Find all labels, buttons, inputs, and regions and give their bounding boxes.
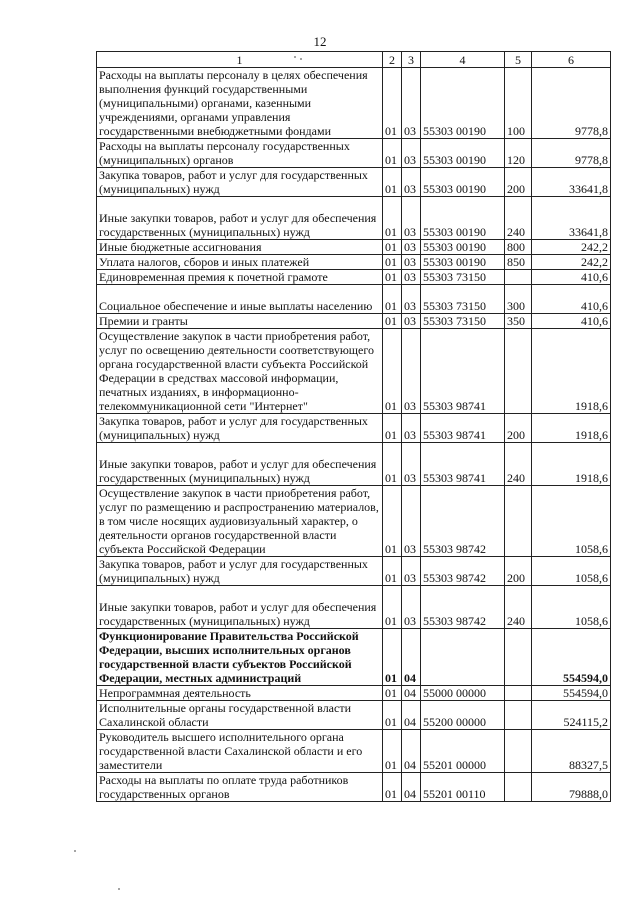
row-target-article: 55303 73150 xyxy=(421,285,505,314)
row-subsection-code: 03 xyxy=(402,329,421,414)
row-expense-type xyxy=(505,773,532,802)
row-amount: 1918,6 xyxy=(532,414,611,443)
column-header: 1 xyxy=(97,52,383,68)
table-header-row xyxy=(97,52,611,68)
row-name: Иные закупки товаров, работ и услуг для обеспечения государственных (муниципальных) нужд xyxy=(97,197,383,240)
row-amount: 242,2 xyxy=(532,240,611,255)
row-section-code: 01 xyxy=(383,629,402,686)
table-row xyxy=(97,240,611,255)
row-target-article: 55303 98741 xyxy=(421,329,505,414)
table-row xyxy=(97,629,611,686)
row-name: Расходы на выплаты персоналу государственных (муниципальных) органов xyxy=(97,139,383,168)
scan-speck xyxy=(294,56,296,58)
row-section-code: 01 xyxy=(383,557,402,586)
row-subsection-code: 03 xyxy=(402,197,421,240)
page-number: 12 xyxy=(313,34,327,49)
table-row xyxy=(97,443,611,486)
row-target-article: 55303 00190 xyxy=(421,240,505,255)
table-row xyxy=(97,197,611,240)
row-name: Расходы на выплаты по оплате труда работников государственных органов xyxy=(97,773,383,802)
row-section-code: 01 xyxy=(383,414,402,443)
row-section-code: 01 xyxy=(383,314,402,329)
row-expense-type: 800 xyxy=(505,240,532,255)
row-amount: 1058,6 xyxy=(532,486,611,557)
row-amount: 88327,5 xyxy=(532,730,611,773)
row-target-article: 55303 73150 xyxy=(421,270,505,285)
row-expense-type: 240 xyxy=(505,586,532,629)
row-subsection-code: 04 xyxy=(402,701,421,730)
row-expense-type: 240 xyxy=(505,443,532,486)
scan-speck xyxy=(74,850,76,852)
table-row xyxy=(97,557,611,586)
row-section-code: 01 xyxy=(383,139,402,168)
row-expense-type: 200 xyxy=(505,557,532,586)
table-row xyxy=(97,686,611,701)
row-section-code: 01 xyxy=(383,730,402,773)
row-subsection-code: 03 xyxy=(402,443,421,486)
budget-table xyxy=(96,51,611,802)
table-body xyxy=(97,68,611,802)
table-row xyxy=(97,314,611,329)
row-target-article: 55200 00000 xyxy=(421,701,505,730)
row-target-article: 55303 00190 xyxy=(421,197,505,240)
row-target-article: 55303 98741 xyxy=(421,443,505,486)
table-row xyxy=(97,255,611,270)
row-expense-type: 200 xyxy=(505,414,532,443)
row-target-article: 55000 00000 xyxy=(421,686,505,701)
row-expense-type xyxy=(505,329,532,414)
row-amount: 410,6 xyxy=(532,285,611,314)
row-section-code: 01 xyxy=(383,255,402,270)
row-section-code: 01 xyxy=(383,197,402,240)
table-row xyxy=(97,773,611,802)
scan-speck xyxy=(118,888,120,890)
row-expense-type xyxy=(505,730,532,773)
row-subsection-code: 03 xyxy=(402,586,421,629)
row-name: Руководитель высшего исполнительного органа государственной власти Сахалинской области и его заместители xyxy=(97,730,383,773)
column-header: 5 xyxy=(505,52,532,68)
table-row xyxy=(97,285,611,314)
row-amount: 410,6 xyxy=(532,270,611,285)
column-header: 6 xyxy=(532,52,611,68)
row-subsection-code: 03 xyxy=(402,285,421,314)
row-expense-type: 850 xyxy=(505,255,532,270)
table-row xyxy=(97,701,611,730)
row-name: Осуществление закупок в части приобретения работ, услуг по освещению деятельности соответствующего органа государственной власти субъекта Российской Федерации в средствах массовой информации, печатных изданиях, в информационно-телекоммуникационной сети "Интернет" xyxy=(97,329,383,414)
row-amount: 9778,8 xyxy=(532,68,611,139)
row-name: Единовременная премия к почетной грамоте xyxy=(97,270,383,285)
row-target-article xyxy=(421,629,505,686)
table-row xyxy=(97,730,611,773)
row-name: Иные закупки товаров, работ и услуг для обеспечения государственных (муниципальных) нужд xyxy=(97,586,383,629)
row-amount: 554594,0 xyxy=(532,629,611,686)
row-amount: 1918,6 xyxy=(532,329,611,414)
table-row xyxy=(97,486,611,557)
table-row xyxy=(97,139,611,168)
row-expense-type: 300 xyxy=(505,285,532,314)
row-amount: 9778,8 xyxy=(532,139,611,168)
row-amount: 33641,8 xyxy=(532,168,611,197)
row-subsection-code: 04 xyxy=(402,773,421,802)
row-section-code: 01 xyxy=(383,443,402,486)
table-row xyxy=(97,68,611,139)
row-amount: 524115,2 xyxy=(532,701,611,730)
row-section-code: 01 xyxy=(383,586,402,629)
row-section-code: 01 xyxy=(383,168,402,197)
row-subsection-code: 04 xyxy=(402,730,421,773)
scan-speck xyxy=(300,58,302,60)
row-section-code: 01 xyxy=(383,773,402,802)
row-name: Премии и гранты xyxy=(97,314,383,329)
row-expense-type xyxy=(505,701,532,730)
row-section-code: 01 xyxy=(383,285,402,314)
row-subsection-code: 03 xyxy=(402,68,421,139)
row-amount: 554594,0 xyxy=(532,686,611,701)
row-expense-type: 120 xyxy=(505,139,532,168)
row-name: Исполнительные органы государственной власти Сахалинской области xyxy=(97,701,383,730)
row-section-code: 01 xyxy=(383,686,402,701)
row-target-article: 55303 00190 xyxy=(421,139,505,168)
row-amount: 410,6 xyxy=(532,314,611,329)
row-section-code: 01 xyxy=(383,240,402,255)
row-target-article: 55303 98741 xyxy=(421,414,505,443)
row-name: Непрограммная деятельность xyxy=(97,686,383,701)
row-subsection-code: 03 xyxy=(402,314,421,329)
row-section-code: 01 xyxy=(383,486,402,557)
row-expense-type: 100 xyxy=(505,68,532,139)
row-name: Социальное обеспечение и иные выплаты населению xyxy=(97,285,383,314)
row-name: Иные бюджетные ассигнования xyxy=(97,240,383,255)
row-amount: 1918,6 xyxy=(532,443,611,486)
table-row xyxy=(97,586,611,629)
column-header: 4 xyxy=(421,52,505,68)
table-row xyxy=(97,329,611,414)
table-row xyxy=(97,414,611,443)
row-amount: 242,2 xyxy=(532,255,611,270)
row-name: Закупка товаров, работ и услуг для государственных (муниципальных) нужд xyxy=(97,414,383,443)
row-section-code: 01 xyxy=(383,270,402,285)
row-section-code: 01 xyxy=(383,329,402,414)
row-target-article: 55303 98742 xyxy=(421,586,505,629)
row-subsection-code: 03 xyxy=(402,270,421,285)
row-name: Расходы на выплаты персоналу в целях обеспечения выполнения функций государственными (муниципальными) органами, казенными учреждениями, органами управления государственными внебюджетными фондами xyxy=(97,68,383,139)
column-header: 3 xyxy=(402,52,421,68)
row-subsection-code: 03 xyxy=(402,486,421,557)
row-subsection-code: 03 xyxy=(402,168,421,197)
row-name: Закупка товаров, работ и услуг для государственных (муниципальных) нужд xyxy=(97,557,383,586)
row-section-code: 01 xyxy=(383,701,402,730)
row-target-article: 55303 98742 xyxy=(421,486,505,557)
row-expense-type xyxy=(505,686,532,701)
row-target-article: 55303 00190 xyxy=(421,255,505,270)
row-target-article: 55201 00110 xyxy=(421,773,505,802)
row-name: Иные закупки товаров, работ и услуг для обеспечения государственных (муниципальных) нужд xyxy=(97,443,383,486)
row-amount: 79888,0 xyxy=(532,773,611,802)
row-name: Функционирование Правительства Российской Федерации, высших исполнительных органов государственной власти субъектов Российской Федерации, местных администраций xyxy=(97,629,383,686)
row-subsection-code: 03 xyxy=(402,557,421,586)
row-amount: 1058,6 xyxy=(532,557,611,586)
row-subsection-code: 03 xyxy=(402,414,421,443)
column-header: 2 xyxy=(383,52,402,68)
row-expense-type xyxy=(505,629,532,686)
row-subsection-code: 04 xyxy=(402,686,421,701)
row-target-article: 55303 73150 xyxy=(421,314,505,329)
row-subsection-code: 03 xyxy=(402,255,421,270)
table-row xyxy=(97,270,611,285)
row-expense-type xyxy=(505,486,532,557)
row-expense-type: 200 xyxy=(505,168,532,197)
row-target-article: 55303 00190 xyxy=(421,68,505,139)
row-expense-type xyxy=(505,270,532,285)
row-name: Уплата налогов, сборов и иных платежей xyxy=(97,255,383,270)
row-target-article: 55201 00000 xyxy=(421,730,505,773)
row-subsection-code: 03 xyxy=(402,240,421,255)
row-section-code: 01 xyxy=(383,68,402,139)
row-expense-type: 350 xyxy=(505,314,532,329)
row-amount: 33641,8 xyxy=(532,197,611,240)
row-expense-type: 240 xyxy=(505,197,532,240)
row-amount: 1058,6 xyxy=(532,586,611,629)
row-subsection-code: 04 xyxy=(402,629,421,686)
row-subsection-code: 03 xyxy=(402,139,421,168)
table-row xyxy=(97,168,611,197)
row-name: Закупка товаров, работ и услуг для государственных (муниципальных) нужд xyxy=(97,168,383,197)
row-target-article: 55303 00190 xyxy=(421,168,505,197)
row-name: Осуществление закупок в части приобретения работ, услуг по размещению и распространению материалов, в том числе носящих аудиовизуальный характер, о деятельности органов государственной власти субъекта Российской Федерации xyxy=(97,486,383,557)
row-target-article: 55303 98742 xyxy=(421,557,505,586)
